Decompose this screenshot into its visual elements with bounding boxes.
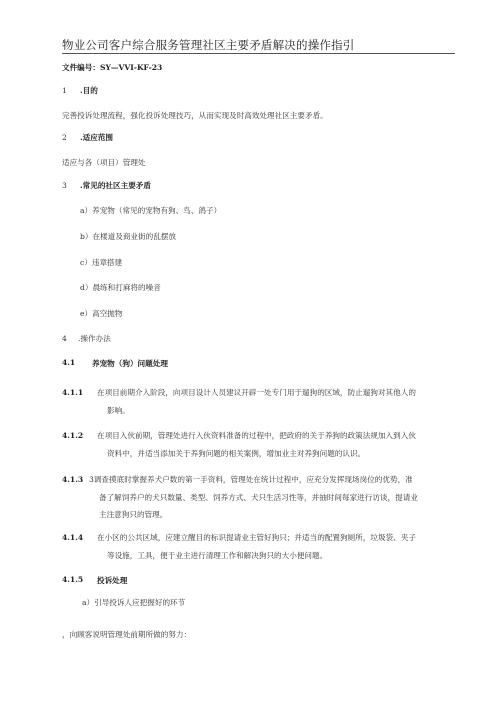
section-4-heading: .操作办法 (78, 334, 111, 343)
subsection-4-1-heading: 养宠物（狗）问题处理 (92, 359, 168, 368)
section-4-number: 4 (62, 334, 67, 343)
clause-number: 4.1.1 (62, 388, 84, 397)
section-3-number: 3 (62, 181, 67, 190)
section-1-body: 完善投诉处理流程，强化投诉处理技巧，从而实现及时高效处理社区主要矛盾。 (62, 111, 328, 120)
list-item: b）在楼道及商业街的乱摆放 (80, 232, 176, 241)
list-item: e）高空抛物 (80, 309, 123, 318)
section-2-body: 适应与各（项目）管理处 (62, 158, 146, 167)
section-3-heading: .常见的社区主要矛盾 (80, 181, 151, 190)
clause-text: 在小区的公共区域，应建立醒目的标识提请业主管好狗只；并适当的配置狗厕所，垃圾袋、夹子 等设施，工具，便于业主进行清理工作和解决狗只的大小便问题。 (97, 533, 416, 560)
closing-line: ，向顾客说明管理处前期所做的努力： (62, 630, 192, 639)
list-item: a）养宠物（常见的宠物有狗、鸟、鸽子） (80, 206, 222, 215)
clause-text: 3调查摸底时掌握养犬户数的第一手资料，管理处在统计过程中，应充分发挥现场岗位的优势，准 备了解饲养户的犬只数量、类型、饲养方式、犬只生活习性等，并抽时间每家进行访谈，提请业 主注意狗只的管理。 (89, 475, 418, 519)
section-1-heading: .目的 (80, 86, 98, 95)
section-2-number: 2 (62, 133, 67, 142)
header-rule (62, 53, 455, 54)
clause-number: 4.1.4 (62, 533, 84, 542)
list-item: d）晨练和打麻将的噪音 (80, 283, 161, 292)
clause-text: 在项目入伙前期，管理处进行入伙资料准备的过程中，把政府的关于养狗的政策法规加入到入伙 资料中，并适当添加关于养狗问题的相关案例，增加业主对养狗问题的认识。 (97, 431, 416, 458)
document-number: 文件编号：SY—VVI-KF-23 (62, 63, 163, 72)
list-item: a）引导投诉人应把握好的环节 (82, 598, 186, 607)
clause-text: 在项目前期介入阶段，向项目设计人员建议开辟一处专门用于遛狗的区域，防止遛狗对其他人的 影响。 (97, 388, 416, 415)
clause-4-1-5-number: 4.1.5 (62, 575, 84, 584)
list-item: c）违章搭建 (80, 258, 123, 267)
section-1-number: 1 (62, 86, 67, 95)
document-title: 物业公司客户综合服务管理社区主要矛盾解决的操作指引 (62, 38, 355, 52)
clause-number: 4.1.2 (62, 431, 84, 440)
section-2-heading: .适应范围 (80, 133, 114, 142)
clause-number: 4.1.3 (62, 475, 84, 484)
clause-4-1-5-heading: 投诉处理 (97, 576, 128, 585)
subsection-4-1-number: 4.1 (62, 358, 76, 367)
